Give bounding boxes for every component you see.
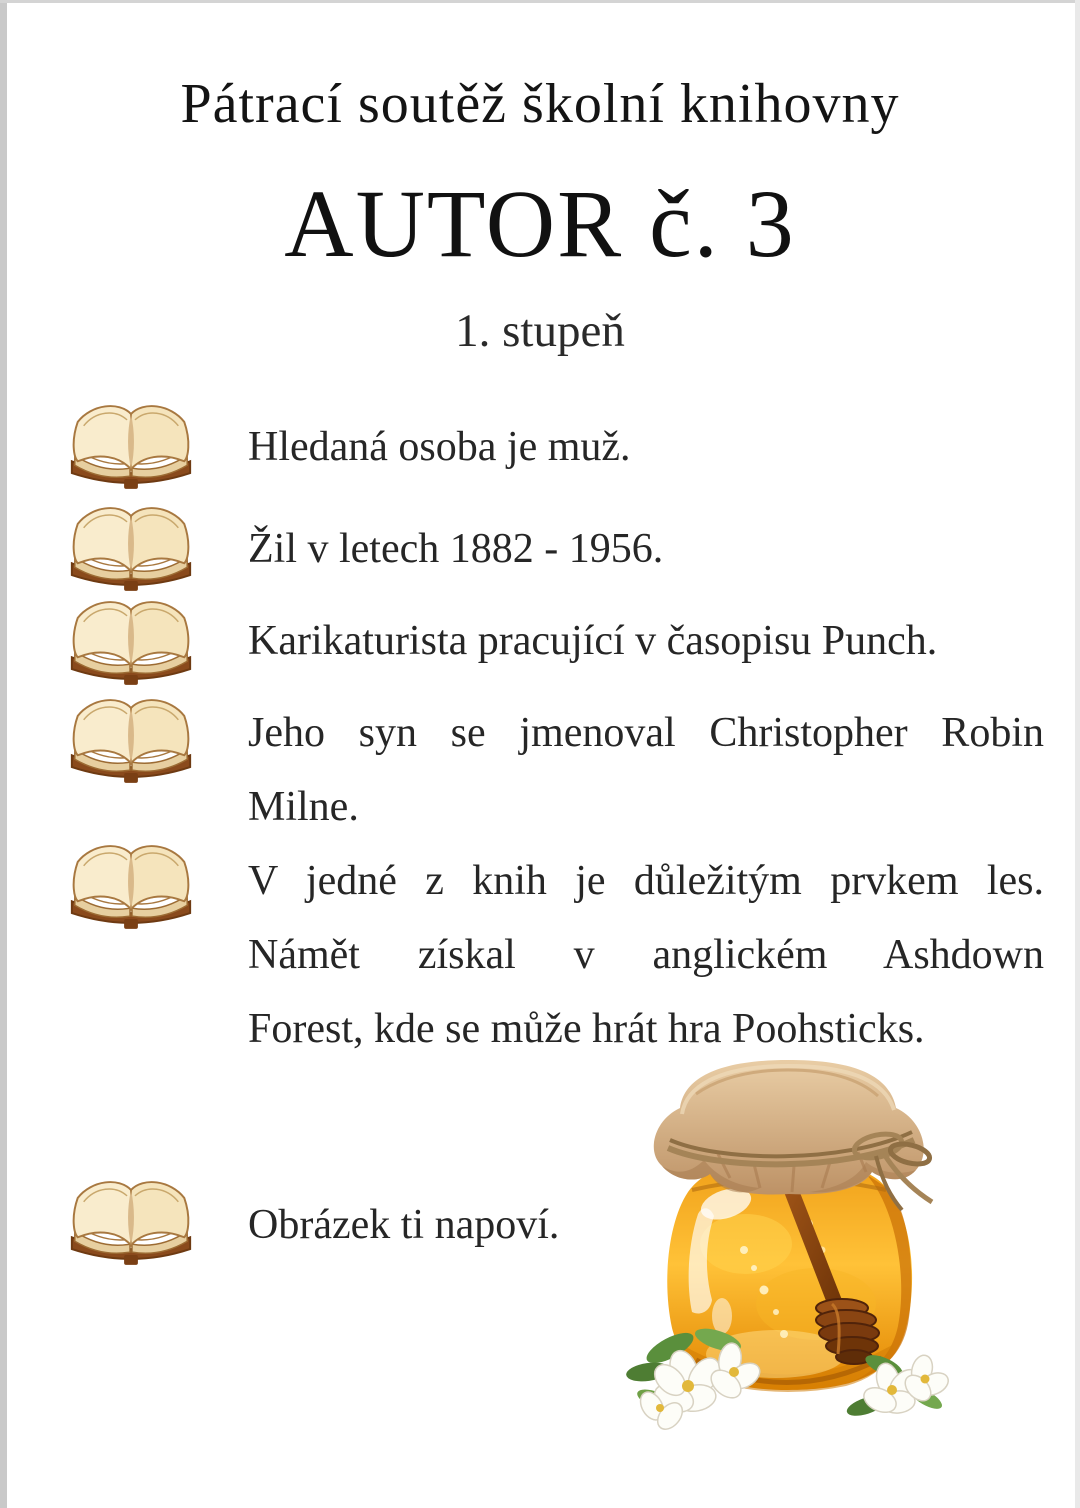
open-book-icon xyxy=(62,500,248,595)
clue-text-3 xyxy=(248,594,1044,678)
clue-line: Námět získal v anglickém Ashdown xyxy=(248,932,1044,978)
clue-line: Milne. xyxy=(248,784,359,830)
page-title: Pátrací soutěž školní knihovny xyxy=(180,73,900,135)
clue-line: Hledaná osoba je muž. xyxy=(248,424,631,470)
grade-level: 1. stupeň xyxy=(455,305,625,357)
open-book-icon xyxy=(62,692,248,787)
open-book-icon xyxy=(62,838,248,933)
clue-line: V jedné z knih je důležitým prvkem les. xyxy=(248,858,1044,904)
clue-text-1 xyxy=(248,398,1044,484)
clue-row-2 xyxy=(62,500,1044,595)
clue-text-5 xyxy=(248,838,1044,1066)
clue-row-4 xyxy=(62,692,1044,844)
clue-text-2 xyxy=(248,500,1044,586)
page-edge-top xyxy=(0,0,1080,3)
open-book-icon xyxy=(62,1174,248,1269)
open-book-icon xyxy=(62,398,248,493)
clue-line: Jeho syn se jmenoval Christopher Robin xyxy=(248,710,1044,756)
clue-text-4 xyxy=(248,692,1044,844)
clue-row-3 xyxy=(62,594,1044,689)
clue-row-1 xyxy=(62,398,1044,493)
page-subtitle: AUTOR č. 3 xyxy=(284,170,796,277)
clue-line: Karikaturista pracující v časopisu Punch. xyxy=(248,618,938,664)
clue-line: Žil v letech 1882 - 1956. xyxy=(248,526,664,572)
clue-line: Obrázek ti napoví. xyxy=(248,1202,560,1248)
honey-jar-icon xyxy=(626,1054,964,1436)
open-book-icon xyxy=(62,594,248,689)
clue-line: Forest, kde se může hrát hra Poohsticks. xyxy=(248,1006,925,1052)
clue-row-5 xyxy=(62,838,1044,1066)
